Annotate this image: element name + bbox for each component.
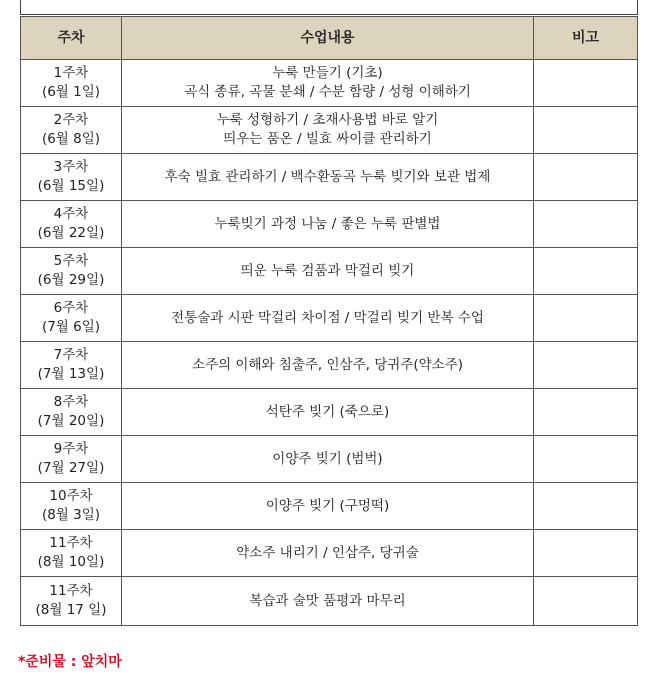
week-date: (6월 15일): [37, 178, 105, 194]
content-line: 이양주 빚기 (범벅): [272, 450, 383, 467]
week-date: (6월 29일): [37, 272, 105, 288]
previous-table-bottom: [20, 0, 638, 15]
content-line: 띄우는 품온 / 빌효 싸이클 관리하기: [223, 131, 432, 147]
note-cell: [534, 107, 638, 154]
content-line: 석탄주 빚기 (죽으로): [265, 403, 390, 420]
prep-note: *준비물 : 앞치마: [18, 654, 122, 670]
week-cell: [21, 342, 122, 389]
table-row: [21, 248, 638, 295]
note-cell: [534, 154, 638, 201]
week-label: 1주차: [53, 65, 89, 81]
content-cell: [122, 248, 534, 295]
week-cell: [21, 577, 122, 626]
table-row: [21, 107, 638, 154]
content-line: 소주의 이해와 침출주, 인삼주, 당귀주(약소주): [191, 356, 464, 373]
content-cell: [122, 436, 534, 483]
content-line: 전통술과 시판 막걸리 차이점 / 막걸리 빚기 반복 수업: [171, 309, 484, 326]
table-row: [21, 436, 638, 483]
week-cell: [21, 60, 122, 107]
week-label: 4주차: [53, 206, 89, 222]
content-line: 이양주 빚기 (구멍떡): [265, 497, 390, 514]
week-cell: [21, 248, 122, 295]
header-note: 비고: [534, 17, 638, 60]
table-header-row: [21, 17, 638, 60]
content-line: 누룩빚기 과정 나눔 / 좋은 누룩 판별법: [214, 215, 441, 232]
week-cell: [21, 107, 122, 154]
week-date: (8월 10일): [37, 554, 105, 570]
content-line: 후숙 빌효 관리하기 / 백수환동곡 누룩 빚기와 보관 법제: [164, 168, 491, 185]
content-cell: [122, 577, 534, 626]
header-content: 수업내용: [122, 17, 534, 60]
note-cell: [534, 201, 638, 248]
week-cell: [21, 295, 122, 342]
content-cell: [122, 154, 534, 201]
header-week: 주차: [21, 17, 122, 60]
week-date: (7월 6일): [41, 319, 101, 335]
content-cell: [122, 389, 534, 436]
content-cell: [122, 107, 534, 154]
content-line: 복습과 술맛 품평과 마무리: [249, 592, 406, 609]
note-cell: [534, 248, 638, 295]
week-label: 6주차: [53, 300, 89, 316]
note-cell: [534, 577, 638, 626]
week-label: 5주차: [53, 253, 89, 269]
content-cell: [122, 201, 534, 248]
week-date: (7월 20일): [37, 413, 105, 429]
week-label: 2주차: [53, 112, 89, 128]
week-cell: [21, 201, 122, 248]
week-cell: [21, 154, 122, 201]
table-row: [21, 577, 638, 626]
week-date: (6월 8일): [41, 131, 101, 147]
table-row: [21, 154, 638, 201]
week-cell: [21, 483, 122, 530]
week-cell: [21, 436, 122, 483]
table-row: [21, 60, 638, 107]
content-cell: [122, 60, 534, 107]
note-cell: [534, 60, 638, 107]
week-label: 11주차: [49, 535, 93, 551]
content-line: 누룩 성형하기 / 초재사용법 바로 알기: [216, 112, 439, 128]
table-row: [21, 483, 638, 530]
note-cell: [534, 342, 638, 389]
week-cell: [21, 530, 122, 577]
week-label: 10주차: [49, 488, 93, 504]
week-label: 3주차: [53, 159, 89, 175]
note-cell: [534, 436, 638, 483]
week-date: (6월 1일): [41, 84, 101, 100]
note-cell: [534, 295, 638, 342]
week-date: (6월 22일): [37, 225, 105, 241]
week-label: 11주차: [49, 583, 93, 599]
week-date: (7월 27일): [37, 460, 105, 476]
note-cell: [534, 389, 638, 436]
week-date: (8월 3일): [41, 507, 101, 523]
note-cell: [534, 530, 638, 577]
table-row: [21, 201, 638, 248]
table-row: [21, 295, 638, 342]
week-date: (8월 17 일): [35, 602, 107, 618]
week-label: 8주차: [53, 394, 89, 410]
week-date: (7월 13일): [37, 366, 105, 382]
table-row: [21, 530, 638, 577]
content-line: 누룩 만들기 (기초): [272, 65, 383, 81]
content-cell: [122, 342, 534, 389]
content-cell: [122, 295, 534, 342]
content-line: 약소주 내리기 / 인삼주, 당귀술: [236, 544, 419, 561]
week-cell: [21, 389, 122, 436]
content-line: 띄운 누룩 검품과 막걸리 빚기: [240, 262, 415, 279]
schedule-table: [20, 16, 638, 626]
content-cell: [122, 483, 534, 530]
week-label: 7주차: [53, 347, 89, 363]
week-label: 9주차: [53, 441, 89, 457]
table-row: [21, 342, 638, 389]
content-cell: [122, 530, 534, 577]
note-cell: [534, 483, 638, 530]
content-line: 곡식 종류, 곡물 분쇄 / 수분 함량 / 성형 이해하기: [184, 84, 471, 100]
table-row: [21, 389, 638, 436]
